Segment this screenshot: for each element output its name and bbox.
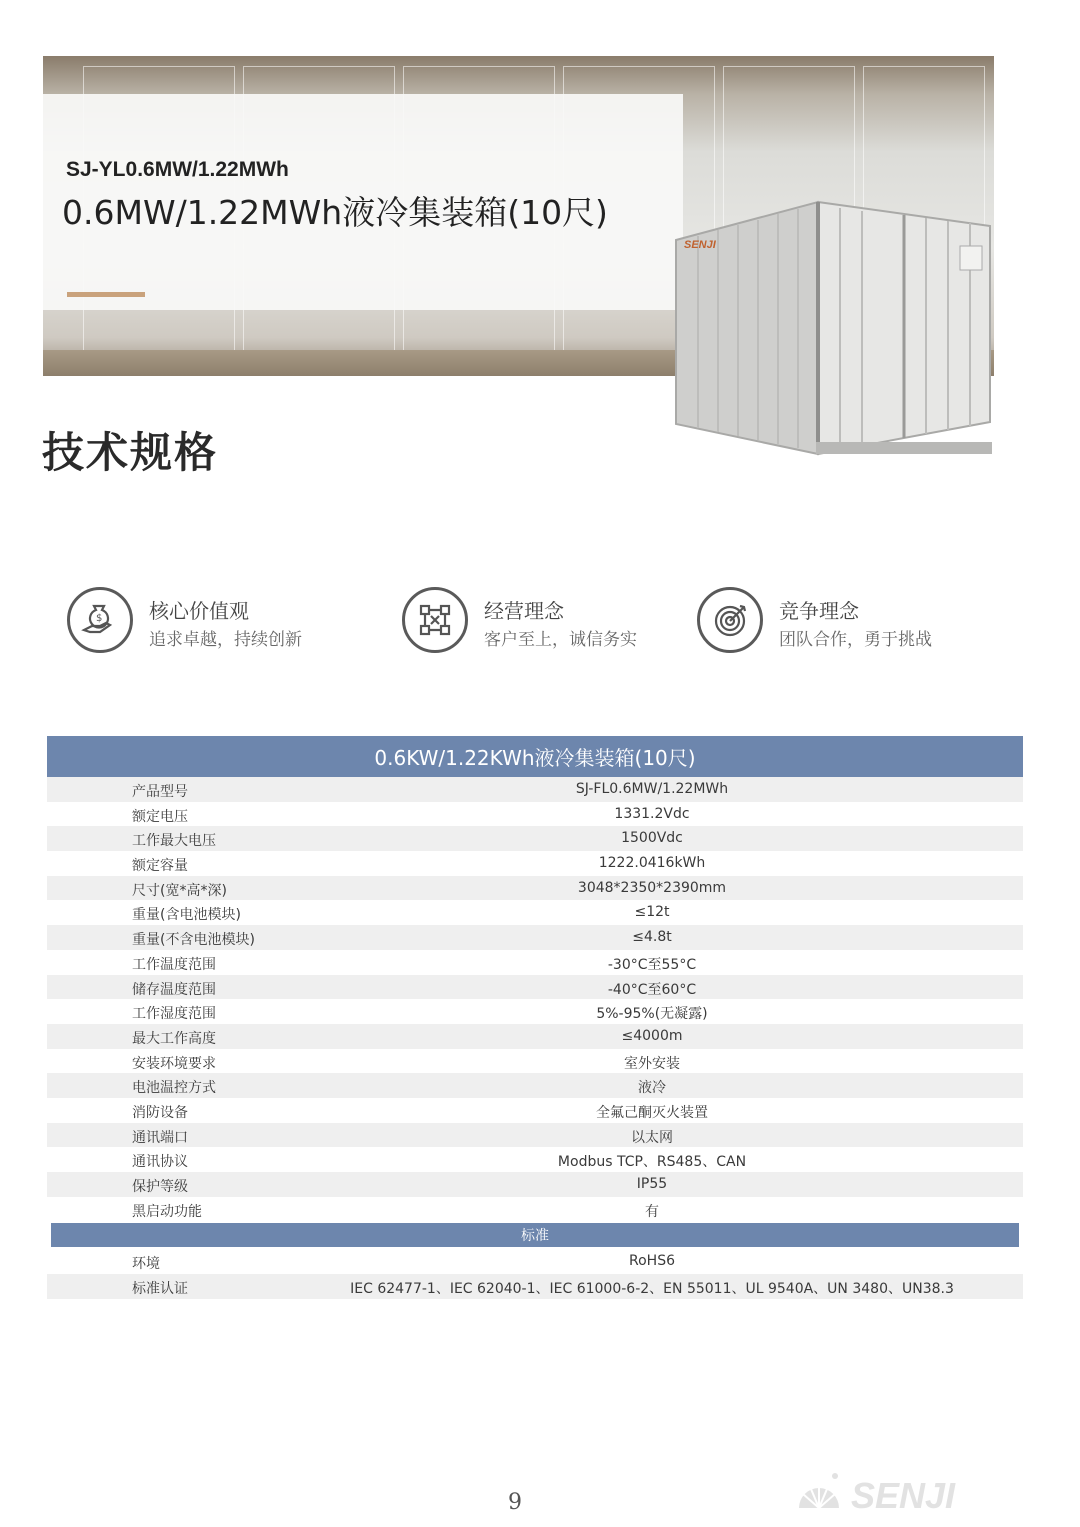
row-value: 1500Vdc bbox=[621, 830, 683, 847]
target-icon bbox=[697, 587, 763, 653]
row-value: 3048*2350*2390mm bbox=[577, 879, 727, 896]
footer-logo bbox=[795, 1468, 1025, 1518]
table-row bbox=[47, 826, 1023, 851]
money-hand-icon bbox=[67, 587, 133, 653]
standards-header: 标准 bbox=[51, 1223, 1019, 1247]
row-value: SJ-FL0.6MW/1.22MWh bbox=[575, 781, 729, 797]
row-label: 通讯端口 bbox=[132, 1129, 188, 1146]
row-value: 全氟己酮灭火装置 bbox=[596, 1104, 708, 1121]
page-number: 9 bbox=[508, 1490, 522, 1515]
row-value: -30°C至55°C bbox=[607, 956, 697, 973]
row-label: 额定容量 bbox=[132, 858, 188, 875]
row-label: 工作温度范围 bbox=[132, 956, 216, 973]
product-title: 0.6MW/1.22MWh液冷集装箱(10尺) bbox=[62, 193, 608, 232]
row-value: 以太网 bbox=[631, 1129, 673, 1146]
model-code: SJ-YL0.6MW/1.22MWh bbox=[66, 158, 289, 181]
table-row bbox=[47, 1172, 1023, 1197]
row-value: IP55 bbox=[636, 1176, 668, 1192]
table-row bbox=[47, 802, 1023, 827]
table-row bbox=[47, 1123, 1023, 1148]
row-label: 保护等级 bbox=[132, 1179, 188, 1195]
table-row bbox=[47, 1197, 1023, 1222]
row-value: 5%-95%(无凝露) bbox=[596, 1006, 708, 1023]
section-heading: 技术规格 bbox=[42, 428, 219, 477]
row-label: 最大工作高度 bbox=[132, 1030, 216, 1047]
row-value: 液冷 bbox=[638, 1080, 666, 1097]
table-row bbox=[47, 1147, 1023, 1172]
spec-table bbox=[47, 736, 1023, 1299]
value-title: 经营理念 bbox=[484, 599, 564, 623]
row-value: -40°C至60°C bbox=[607, 981, 697, 998]
value-subtitle: 客户至上，诚信务实 bbox=[484, 630, 637, 650]
row-label: 消防设备 bbox=[132, 1104, 188, 1121]
row-label: 标准认证 bbox=[132, 1281, 188, 1298]
table-row bbox=[47, 900, 1023, 925]
row-label: 通讯协议 bbox=[132, 1154, 188, 1171]
row-label: 安装环境要求 bbox=[132, 1055, 216, 1072]
row-label: 工作最大电压 bbox=[132, 833, 216, 850]
table-row bbox=[47, 950, 1023, 975]
row-value: RoHS6 bbox=[629, 1253, 675, 1270]
row-value: 1331.2Vdc bbox=[614, 805, 690, 822]
value-subtitle: 追求卓越，持续创新 bbox=[149, 630, 302, 650]
row-label: 环境 bbox=[132, 1256, 160, 1273]
container-image bbox=[668, 192, 998, 460]
footer-logo-text: SENJI bbox=[851, 1475, 956, 1516]
row-value: ≤4000m bbox=[621, 1027, 683, 1044]
table-row bbox=[47, 975, 1023, 1000]
row-value: ≤4.8t bbox=[632, 929, 672, 946]
value-title: 核心价值观 bbox=[149, 599, 249, 623]
row-value: Modbus TCP、RS485、CAN bbox=[557, 1154, 747, 1171]
table-row bbox=[47, 1024, 1023, 1049]
accent-bar bbox=[67, 292, 145, 297]
row-label: 重量(含电池模块) bbox=[132, 907, 241, 924]
table-row bbox=[47, 1073, 1023, 1098]
row-label: 黑启动功能 bbox=[132, 1203, 202, 1220]
row-value: IEC 62477-1、IEC 62040-1、IEC 61000-6-2、EN 55011、UL 9540A、UN 3480、UN38.3 bbox=[350, 1281, 954, 1298]
row-value: ≤12t bbox=[634, 904, 670, 921]
table-row bbox=[47, 999, 1023, 1024]
table-row bbox=[47, 1098, 1023, 1123]
value-title: 竞争理念 bbox=[779, 599, 859, 623]
table-row bbox=[47, 1049, 1023, 1074]
row-label: 工作湿度范围 bbox=[132, 1006, 216, 1023]
row-label: 储存温度范围 bbox=[132, 981, 216, 998]
network-grid-icon bbox=[402, 587, 468, 653]
row-label: 重量(不含电池模块) bbox=[132, 932, 255, 949]
row-value: 室外安装 bbox=[624, 1055, 680, 1072]
row-label: 尺寸(宽*高*深) bbox=[132, 882, 227, 899]
table-row bbox=[47, 1249, 1023, 1274]
photo-logo: SENJI bbox=[684, 239, 716, 251]
row-label: 额定电压 bbox=[132, 808, 188, 825]
table-row bbox=[47, 851, 1023, 876]
table-row bbox=[47, 1274, 1023, 1299]
row-label: 产品型号 bbox=[132, 784, 188, 800]
row-value: 有 bbox=[645, 1203, 659, 1220]
row-value: 1222.0416kWh bbox=[598, 855, 706, 872]
table-title: 0.6KW/1.22KWh液冷集装箱(10尺) bbox=[47, 736, 1023, 777]
svg-text:$: $ bbox=[96, 613, 103, 624]
table-row bbox=[47, 777, 1023, 802]
row-label: 电池温控方式 bbox=[132, 1080, 216, 1097]
table-row bbox=[47, 925, 1023, 950]
table-row bbox=[47, 876, 1023, 901]
value-subtitle: 团队合作，勇于挑战 bbox=[779, 630, 932, 650]
